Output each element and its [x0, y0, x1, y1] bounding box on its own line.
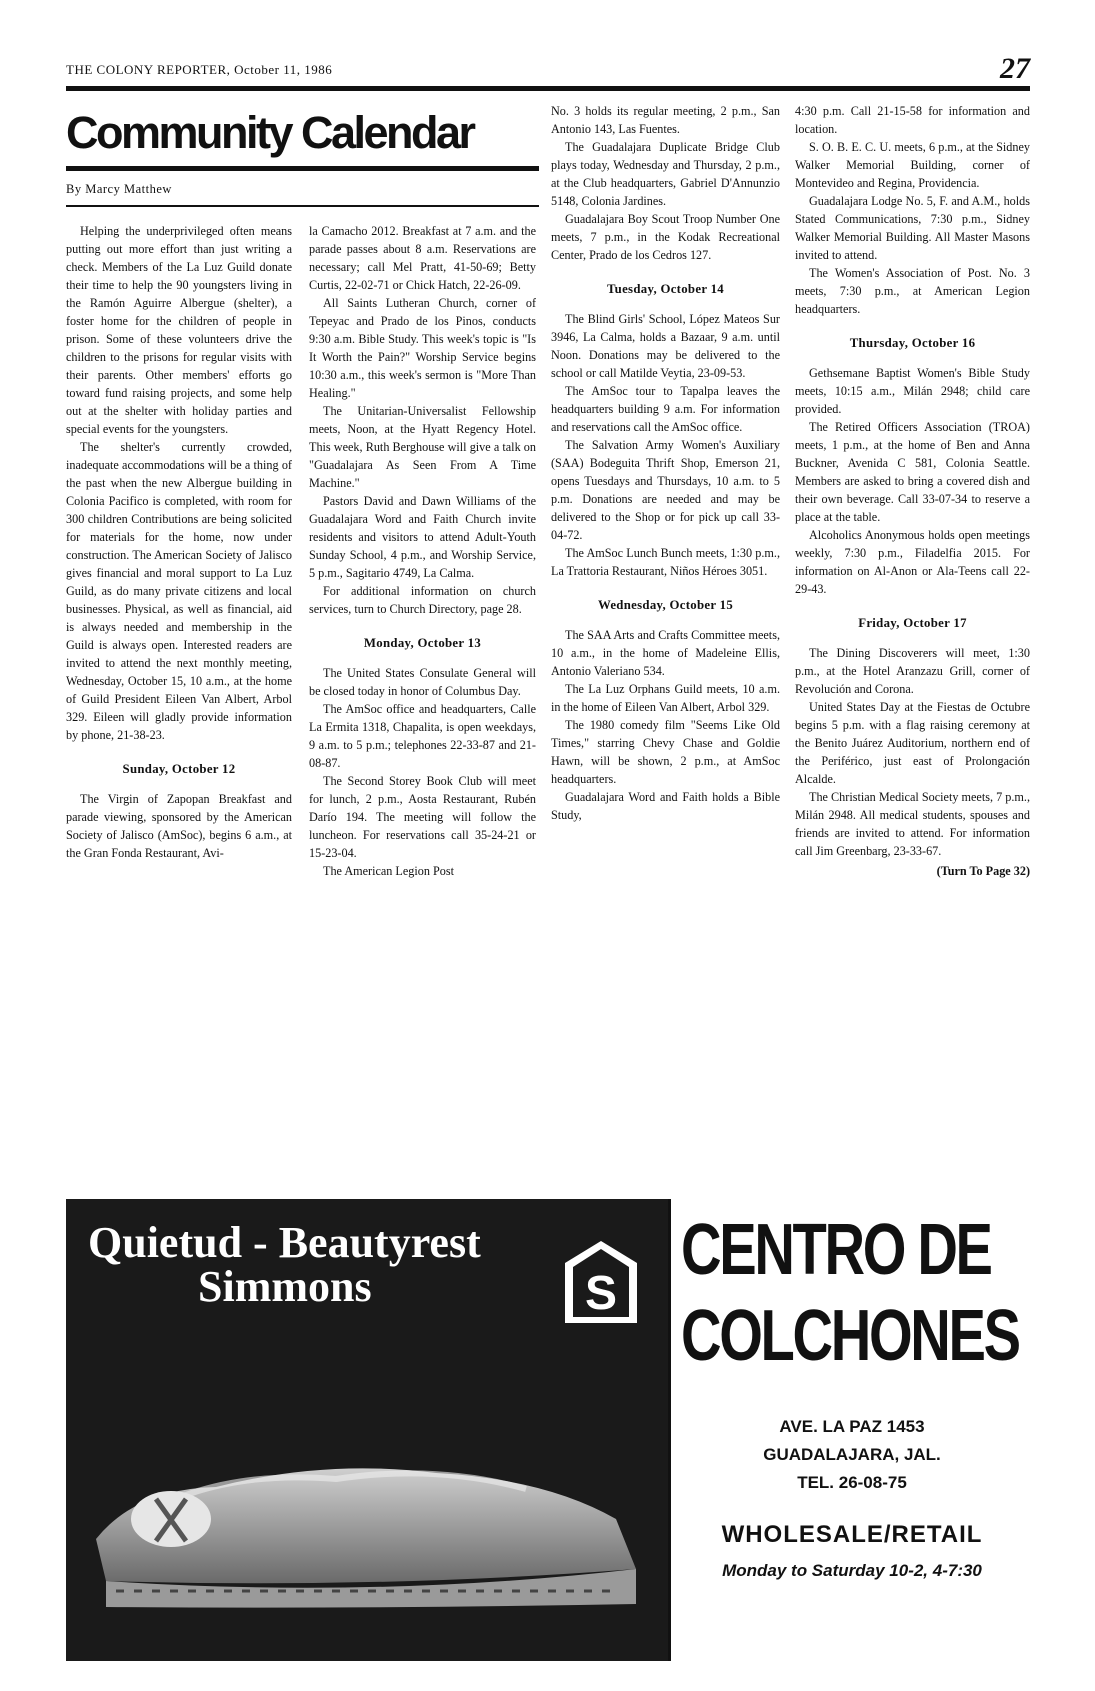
paragraph: Gethsemane Baptist Women's Bible Study meets, 10:15 a.m., Milán 2948; child care provided. [795, 366, 1030, 416]
paragraph: The AmSoc tour to Tapalpa leaves the headquarters building 9 a.m. For information and reservations call the AmSoc office. [551, 384, 780, 434]
paragraph: No. 3 holds its regular meeting, 2 p.m., San Antonio 143, Las Fuentes. [551, 104, 780, 136]
mattress-advertisement [66, 1199, 1030, 1661]
paragraph: 4:30 p.m. Call 21-15-58 for information and location. [795, 104, 1030, 136]
date-heading-sunday: Sunday, October 12 [122, 762, 236, 776]
store-info-panel [668, 1199, 1030, 1661]
simmons-s-logo-icon [561, 1237, 641, 1327]
paragraph: United States Day at the Fiestas de Octubre begins 5 p.m. with a flag raising ceremony at the Benito Juárez Auditorium, northern end of the Periférico, just east of Prolongación Alcalde. [795, 700, 1030, 786]
paragraph: The Unitarian-Universalist Fellowship meets, Noon, at the Hyatt Regency Hotel. This week, Ruth Berghouse will give a talk on "Guadalajara As Seen From A Time Machine." [309, 404, 536, 490]
paragraph: Guadalajara Word and Faith holds a Bible Study, [551, 790, 780, 822]
logo-letter: S [584, 1267, 618, 1320]
paragraph: The United States Consulate General will be closed today in honor of Columbus Day. [309, 666, 536, 698]
paragraph: The Christian Medical Society meets, 7 p.m., Milán 2948. All medical students, spouses and friends are invited to attend. For information call Jim Greenbarg, 23-33-67. [795, 790, 1030, 858]
store-address: AVE. LA PAZ 1453 [779, 1417, 925, 1436]
brand-line-2: Simmons [198, 1262, 372, 1311]
paragraph: S. O. B. E. C. U. meets, 6 p.m., at the Sidney Walker Memorial Building, corner of Montevideo and Regina, Providencia. [795, 140, 1030, 190]
continued-note: (Turn To Page 32) [936, 864, 1030, 878]
date-heading-monday: Monday, October 13 [363, 636, 482, 650]
paragraph: All Saints Lutheran Church, corner of Tepeyac and Prado de los Pinos, conducts 9:30 a.m. Bible Study. This week's topic is "Is It Worth the Pain?" Worship Service begins 10:30 a.m., this week's sermon is "More Than Healing." [309, 296, 536, 400]
paragraph: The Salvation Army Women's Auxiliary (SAA) Bodeguita Thrift Shop, Emerson 21, opens Tuesdays and Thursdays, 10 a.m. to 5 p.m. Donations are needed and may be delivered to the Shop or for pick up call 33-04-72. [551, 438, 780, 542]
store-phone: TEL. 26-08-75 [797, 1473, 907, 1492]
paragraph: The Dining Discoverers will meet, 1:30 p.m., at the Hotel Aranzazu Grill, corner of Revolución and Corona. [795, 646, 1030, 696]
date-heading-tuesday: Tuesday, October 14 [607, 282, 724, 296]
store-headline-line-2: COLCHONES [681, 1296, 1019, 1376]
column-2 [309, 222, 536, 1188]
paragraph: The American Legion Post [323, 864, 454, 878]
paragraph: Pastors David and Dawn Williams of the Guadalajara Word and Faith Church invite residents and visitors to attend Adult-Youth Sunday School, 4 p.m., and Worship Service, 5 p.m., Sagitario 4749, La Calma. [309, 494, 536, 580]
store-city: GUADALAJARA, JAL. [763, 1445, 941, 1464]
paragraph: Guadalajara Boy Scout Troop Number One meets, 7 p.m., in the Kodak Recreational Center, Prado de los Cedros 127. [551, 212, 780, 262]
paragraph: The AmSoc Lunch Bunch meets, 1:30 p.m., La Trattoria Restaurant, Niños Héroes 3051. [551, 546, 780, 578]
paragraph: The Virgin of Zapopan Breakfast and parade viewing, sponsored by the American Society of Jalisco (AmSoc), begins 6 a.m., at the Gran Fonda Restaurant, Avi- [66, 792, 292, 860]
masthead [66, 52, 1030, 92]
brand-name [88, 1218, 481, 1311]
column-3 [551, 102, 780, 1188]
paragraph: Alcoholics Anonymous holds open meetings weekly, 7:30 p.m., Filadelfia 2015. For information on Al-Anon or Ala-Teens call 22-29-43. [795, 528, 1030, 596]
paragraph: For additional information on church services, turn to Church Directory, page 28. [309, 584, 536, 616]
wholesale-retail: WHOLESALE/RETAIL [721, 1521, 983, 1548]
section-title: Community Calendar [66, 107, 474, 158]
byline-rule [66, 205, 539, 207]
paragraph: The shelter's currently crowded, inadequate accommodations will be a thing of the past when the new Albergue building in Colonia Pacifico is completed, with room for 300 children Contributions are being solicited for materials for the home, now under construction. The American Society of Jalisco gives financial and moral support to La Luz Guild, as do many private citizens and local businesses. Physical, as well as financial, aid is always needed and membership in the Guild is always open. Interested readers are invited to attend the next monthly meeting, Wednesday, October 15, 10 a.m., at the home of Guild President Eileen Van Albert, Arbol 329. Eileen will gladly provide information by phone, 21-38-23. [66, 440, 292, 742]
paragraph: The 1980 comedy film "Seems Like Old Times," starring Chevy Chase and Goldie Hawn, will be shown, 2 p.m., at AmSoc headquarters. [551, 718, 780, 786]
store-headline [681, 1207, 1019, 1379]
date-heading-thursday: Thursday, October 16 [849, 336, 976, 350]
brand-line-1: Quietud - Beautyrest [88, 1218, 481, 1267]
column-4 [795, 102, 1030, 1188]
paragraph: Helping the underprivileged often means putting out more effort than just writing a check. Members of the La Luz Guild donate their time to help the 90 youngsters living in the Ramón Aguirre Albergue (shelter), a foster home for the children of people in prison. Some of these volunteers drive the children to the prisons for regular visits with their parents. Other members' efforts go toward fund raising projects, and some help out at the shelter with holiday parties and special events for the youngsters. [66, 224, 292, 436]
paragraph: The Retired Officers Association (TROA) meets, 1 p.m., at the home of Ben and Anna Buckner, Avenida C 581, Colonia Seattle. Members are asked to bring a covered dish and their own beverage. Call 33-07-34 to reserve a place at the table. [795, 420, 1030, 524]
paragraph: The Women's Association of Post. No. 3 meets, 7:30 p.m., at American Legion headquarters. [795, 266, 1030, 316]
publication-dateline: THE COLONY REPORTER, October 11, 1986 [66, 62, 333, 77]
date-heading-wednesday: Wednesday, October 15 [597, 598, 734, 612]
masthead-rule [66, 86, 1030, 91]
column-1 [66, 222, 292, 1188]
mattress-illustration [76, 1369, 656, 1609]
paragraph: The Blind Girls' School, López Mateos Sur 3946, La Calma, holds a Bazaar, 9 a.m. until Noon. Donations may be delivered to the school or call Matilde Veytia, 23-09-53. [551, 312, 780, 380]
date-heading-friday: Friday, October 17 [858, 616, 967, 630]
paragraph: la Camacho 2012. Breakfast at 7 a.m. and the parade passes about 8 a.m. Reservations are necessary; call Mel Pratt, 41-50-69; Betty Curtis, 22-02-71 or Chick Hatch, 22-26-09. [309, 224, 536, 292]
paragraph: The Second Storey Book Club will meet for lunch, 2 p.m., Aosta Restaurant, Rubén Darío 194. The meeting will follow the luncheon. For reservations call 35-24-21 or 15-23-04. [309, 774, 536, 860]
paragraph: The La Luz Orphans Guild meets, 10 a.m. in the home of Eileen Van Albert, Arbol 329. [551, 682, 780, 714]
paragraph: The AmSoc office and headquarters, Calle La Ermita 1318, Chapalita, is open weekdays, 9 a.m. to 5 p.m.; telephones 22-33-87 and 21-08-87. [309, 702, 536, 770]
byline: By Marcy Matthew [66, 182, 172, 196]
paragraph: The SAA Arts and Crafts Committee meets, 10 a.m., in the home of Madeleine Ellis, Antonio Valeriano 534. [551, 628, 780, 678]
title-rule [66, 166, 539, 171]
paragraph: The Guadalajara Duplicate Bridge Club plays today, Wednesday and Thursday, 2 p.m., at the Club headquarters, Gabriel D'Annunzio 5148, Colonia Jardines. [551, 140, 780, 208]
store-hours: Monday to Saturday 10-2, 4-7:30 [722, 1561, 982, 1580]
paragraph: Guadalajara Lodge No. 5, F. and A.M., holds Stated Communications, 7:30 p.m., Sidney Walker Memorial Building. All Master Masons invited to attend. [795, 194, 1030, 262]
store-headline-line-1: CENTRO DE [681, 1210, 991, 1290]
page-number: 27 [1000, 52, 1030, 85]
